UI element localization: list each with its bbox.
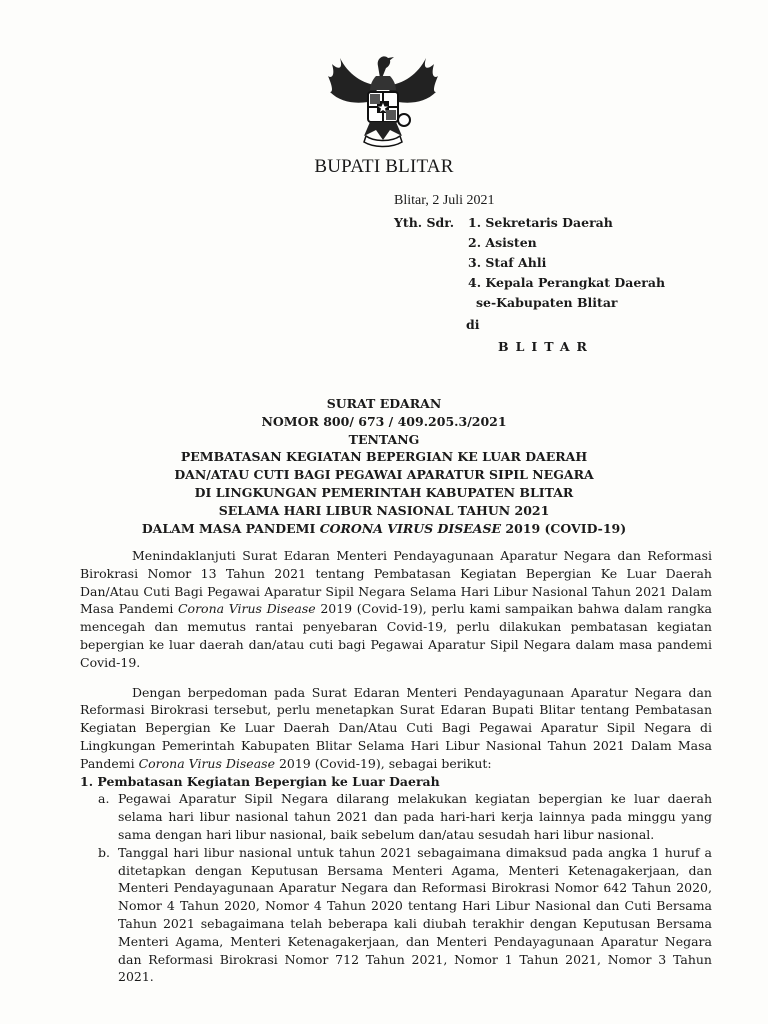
list-item-text: Tanggal hari libur nasional untuk tahun 2021 sebagaimana dimaksud pada angka 1 huruf a ditetapkan dengan Keputusan Bersama Menteri Agama, Menteri Ketenagakerjaan, dan Menteri Pendayagunaan Aparatur Negara dan Reformasi Birokrasi Nomor 642 Tahun 2020, Nomor 4 Tahun 2020, Nomor 4 Tahun 2020 tentang Hari Libur Nasional dan Cuti Bersama Tahun 2021 sebagaimana telah beberapa kali diubah terakhir dengan Keputusan Bersama Menteri Agama, Menteri Ketenagakerjaan, dan Menteri Pendayagunaan Aparatur Negara dan Reformasi Birokrasi Nomor 712 Tahun 2021, Nomor 1 Tahun 2021, Nomor 3 Tahun 2021.: [118, 844, 712, 985]
letter-date: Blitar, 2 Juli 2021: [394, 193, 495, 208]
paragraph-italic: Corona Virus Disease: [177, 601, 316, 617]
letter-number: NOMOR 800/ 673 / 409.205.3/2021: [261, 413, 507, 429]
section-heading: 1. Pembatasan Kegiatan Bepergian ke Luar Daerah: [80, 773, 440, 789]
recipient-item: 1. Sekretaris Daerah: [468, 215, 613, 230]
title-italic-text: CORONA VIRUS DISEASE: [319, 520, 502, 536]
title-line: SURAT EDARAN: [326, 396, 442, 411]
title-line: TENTANG: [348, 431, 420, 447]
recipient-item: 2. Asisten: [468, 235, 537, 250]
list-marker: a.: [98, 791, 110, 807]
paragraph-text: Menindaklanjuti Surat Edaran Menteri Pendayagunaan Aparatur Negara dan Reformasi Birokrasi Nomor 13 Tahun 2021 tentang Pembatasan Kegiatan Bepergian Ke Luar Daerah Dan/Atau Cuti Bagi Pegawai Aparatur Sipil Negara Selama Hari Libur Nasional Tahun 2021 Dalam Masa Pandemi: [80, 548, 712, 617]
paragraph: [80, 684, 712, 773]
title-line: [0, 520, 768, 538]
paragraph-text: Dengan berpedoman pada Surat Edaran Menteri Pendayagunaan Aparatur Negara dan Reformasi Birokrasi tersebut, perlu menetapkan Surat Edaran Bupati Blitar tentang Pembatasan Kegiatan Bepergian Ke Luar Daerah Dan/Atau Cuti Bagi Pegawai Aparatur Sipil Negara di Lingkungan Pemerintah Kabupaten Blitar Selama Hari Libur Nasional Tahun 2021 Dalam Masa Pandemi: [80, 684, 712, 771]
title-line: SELAMA HARI LIBUR NASIONAL TAHUN 2021: [218, 502, 550, 518]
paragraph-italic: Corona Virus Disease: [138, 755, 275, 771]
title-text: DALAM MASA PANDEMI: [141, 520, 320, 536]
recipient-salutation: Yth. Sdr.: [394, 215, 455, 230]
recipient-item: se-Kabupaten Blitar: [476, 295, 618, 310]
letter-title-block: [0, 395, 768, 537]
paragraph: [80, 547, 712, 672]
list-item: [80, 790, 712, 843]
list-marker: b.: [98, 844, 110, 860]
paragraph-text: 2019 (Covid-19), sebagai berikut:: [274, 755, 492, 771]
list-item-text: Pegawai Aparatur Sipil Negara dilarang melakukan kegiatan bepergian ke luar daerah selama hari libur nasional tahun 2021 dan pada hari-hari kerja lainnya pada minggu yang sama dengan hari libur nasional, baik sebelum dan/atau sesudah hari libur nasional.: [118, 791, 712, 842]
garuda-pancasila-emblem: [318, 44, 448, 154]
recipient-di: di: [466, 317, 480, 332]
letterhead-title: BUPATI BLITAR: [314, 156, 454, 177]
letter-body: [80, 547, 712, 986]
recipient-item: 4. Kepala Perangkat Daerah: [468, 275, 666, 290]
title-line: DAN/ATAU CUTI BAGI PEGAWAI APARATUR SIPIL NEGARA: [174, 467, 594, 483]
item-list: [80, 790, 712, 986]
title-line: PEMBATASAN KEGIATAN BEPERGIAN KE LUAR DAERAH: [180, 449, 588, 465]
recipient-city: BLITAR: [498, 339, 594, 354]
paragraph-text: 2019 (Covid-19), perlu kami sampaikan bahwa dalam rangka mencegah dan memutus rantai penyebaran Covid-19, perlu dilakukan pembatasan kegiatan bepergian ke luar daerah dan/atau cuti bagi Pegawai Aparatur Sipil Negara dalam masa pandemi Covid-19.: [80, 601, 713, 670]
title-line: DI LINGKUNGAN PEMERINTAH KABUPATEN BLITAR: [194, 484, 574, 500]
recipient-item: 3. Staf Ahli: [468, 255, 547, 270]
list-item: [80, 844, 712, 986]
title-text: 2019 (COVID-19): [501, 520, 627, 536]
